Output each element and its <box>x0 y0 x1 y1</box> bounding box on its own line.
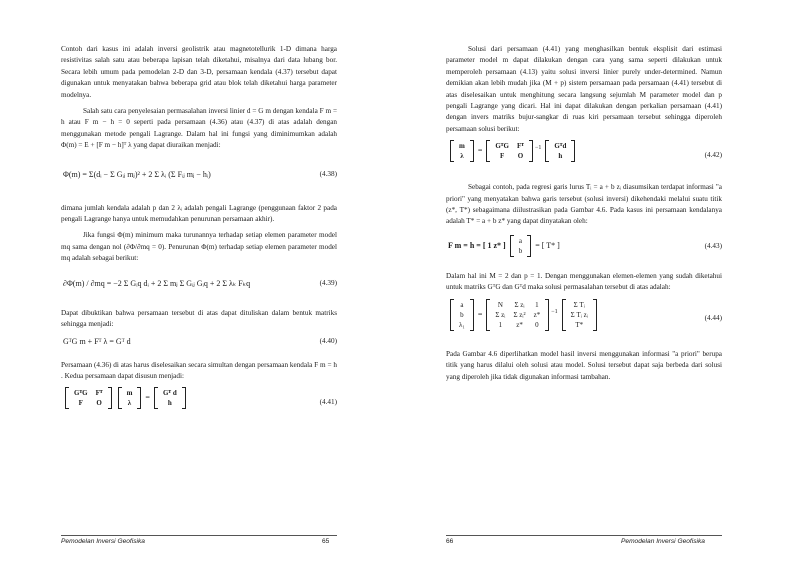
parameter-vector <box>510 235 532 257</box>
vector-cell: b <box>460 310 464 319</box>
paragraph: Dalam hal ini M = 2 dan p = 1. Dengan menggunakan elemen-elemen yang sudah diketahui untuk matriks GᵀG dan Gᵀd maka solusi permasalahan tersebut di atas adalah: <box>446 271 722 292</box>
matrix-cell: 1 <box>535 300 539 309</box>
equation-4-43: F m = h = [ 1 z* ] a b = [ T* ] (4.43) <box>448 236 722 255</box>
paragraph: dimana jumlah kendala adalah p dan 2 λᵢ adalah pengali Lagrange (penggunaan faktor 2 pada pengali Lagrange hanya untuk memudahkan penurunan persamaan akhir). <box>61 203 337 224</box>
vector-cell: h <box>167 399 172 408</box>
matrix-cell: z* <box>533 310 541 319</box>
matrix-cell: z* <box>516 320 523 329</box>
equation-number: (4.43) <box>704 241 722 250</box>
vector-cell: λ <box>460 152 464 161</box>
matrix-cell: F <box>500 152 505 161</box>
rhs-vector <box>562 299 597 331</box>
right-page <box>400 0 800 565</box>
unknown-vector <box>450 299 474 331</box>
matrix-cell: Fᵀ <box>95 389 103 398</box>
vector-cell: h <box>558 152 563 161</box>
vector-cell: λ₁ <box>459 320 465 329</box>
matrix-cell: Σ zᵢ² <box>513 310 526 319</box>
equation-lhs: Φ(m) = <box>63 169 87 179</box>
equation-body: Σ(dᵢ − Σ Gᵢⱼ mⱼ)² + 2 Σ λᵢ (Σ Fᵢⱼ mⱼ − hᵢ) <box>88 169 211 179</box>
normal-matrix <box>486 299 549 331</box>
right-page-body <box>446 44 722 388</box>
equation-number: (4.42) <box>704 151 722 160</box>
equation-number: (4.44) <box>704 313 722 322</box>
equation-number: (4.39) <box>319 278 337 287</box>
matrix-cell: 1 <box>498 320 503 329</box>
footer-rule <box>61 535 337 536</box>
rhs-vector <box>154 387 186 409</box>
equation-4-42: m λ = GᵀG Fᵀ F O $^{-1}$ Gᵀd h (4.42) <box>446 140 722 176</box>
inverse-exponent: −1 <box>551 308 558 315</box>
equation-lhs: F m = h = [ 1 z* ] <box>448 240 506 250</box>
inverse-exponent: −1 <box>534 145 542 152</box>
matrix-cell: Σ zᵢ <box>495 310 506 319</box>
matrix-cell: O <box>517 152 524 161</box>
vector-cell: b <box>518 246 523 255</box>
equation-lhs: ∂Φ(m) / ∂mq = <box>63 278 112 288</box>
rhs-vector <box>545 140 575 162</box>
left-page-body <box>61 44 337 427</box>
equation-4-40 <box>61 336 337 354</box>
unknown-vector <box>450 140 474 162</box>
equation-4-41: GᵀG Fᵀ F O m λ = Gᵀ d h (4.41) <box>61 387 337 421</box>
vector-cell: a <box>460 300 464 309</box>
paragraph: Solusi dari persamaan (4.41) yang menghasilkan bentuk eksplisit dari estimasi parameter model m dapat dilakukan dengan cara yang sama seperti dilakukan untuk memperoleh persamaan (4.13) yaitu solusi inversi linier purely under-determined. Namun demikian akan lebih mudah jika (M + p) sistem persamaan pada persamaan (4.41) tersebut di atas diselesaikan untuk menghitung secara langsung sejumlah M parameter model dan p pengali Lagrange yang dicari. Hal ini dapat dilakukan dengan perkalian persamaan (4.41) dengan invers matriks bujur-sangkar di ruas kiri persamaan tersebut sehingga diperoleh persamaan solusi berikut: <box>446 45 722 133</box>
vector-cell: Gᵀd <box>554 142 567 151</box>
vector-cell: Σ Tᵢ <box>573 300 585 309</box>
paragraph: Salah satu cara penyelesaian permasalahan inversi linier d = G m dengan kendala F m = h atau F m − h = 0 seperti pada persamaan (4.36) atau (4.37) di atas adalah dengan menggunakan metode pengali Lagrange. Dalam hal ini fungsi yang diminimumkan adalah Φ(m) = E + [F m − h]ᵀ λ yang dapat diuraikan menjadi: <box>61 107 337 150</box>
equation-number: (4.40) <box>319 336 337 345</box>
equation-number: (4.41) <box>319 398 337 407</box>
matrix-cell: Σ zᵢ <box>514 300 525 309</box>
equation-rhs: [ T* ] <box>541 240 560 250</box>
paragraph: Dapat dibuktikan bahwa persamaan tersebut di atas dapat dituliskan dalam bentuk matriks sehingga menjadi: <box>61 308 337 329</box>
footer-title: Pemodelan Inversi Geofisika <box>621 538 705 545</box>
vector-cell: Σ Tᵢ zᵢ <box>570 310 588 319</box>
unknown-vector <box>118 387 142 409</box>
equation-4-38 <box>61 157 337 197</box>
matrix-cell: 0 <box>535 320 539 329</box>
block-matrix <box>486 140 533 162</box>
matrix-cell: O <box>96 399 102 408</box>
matrix-cell: GᵀG <box>495 142 509 151</box>
paragraph: Persamaan (4.36) di atas harus diselesaikan secara simultan dengan persamaan kendala F m = h . Kedua persamaan dapat disusun menjadi: <box>61 360 337 380</box>
block-matrix <box>65 387 112 409</box>
equation-body: GᵀG m + Fᵀ λ = Gᵀ d <box>63 336 131 346</box>
matrix-cell: F <box>78 399 83 408</box>
page-number: 65 <box>322 538 330 545</box>
equation-body: −2 Σ Gᵢq dᵢ + 2 Σ mⱼ Σ Gᵢⱼ Gᵢq + 2 Σ λₖ Fₖq <box>113 278 251 288</box>
matrix-cell: N <box>497 300 503 309</box>
paragraph: Jika fungsi Φ(m) minimum maka turunannya terhadap setiap elemen parameter model mq sama dengan nol (∂Φ/∂mq = 0). Penurunan Φ(m) terhadap setiap elemen parameter model mq adalah sebagai berikut: <box>61 231 337 263</box>
equation-number: (4.38) <box>319 169 337 178</box>
paragraph: Pada Gambar 4.6 diperlihatkan model hasil inversi menggunakan informasi "a priori" berupa titik yang harus dilalui oleh solusi atau model. Solusi tersebut dapat saja berbeda dari solusi yang diperoleh jika tidak digunakan informasi tambahan. <box>446 349 722 381</box>
footer-rule <box>446 535 722 536</box>
vector-cell: T* <box>575 320 584 329</box>
vector-cell: Gᵀ d <box>162 389 177 398</box>
page-number: 66 <box>446 538 454 545</box>
matrix-cell: Fᵀ <box>516 142 524 151</box>
vector-cell: m <box>126 389 133 398</box>
vector-cell: a <box>518 236 522 245</box>
paragraph: Contoh dari kasus ini adalah inversi geolistrik atau magnetotellurik 1-D dimana harga resistivitas salah satu atau beberapa lapisan telah diketahui, misalnya dari data lubang bor. Secara lebih umum pada pemodelan 2-D dan 3-D, persamaan kendala (4.37) tersebut dapat digunakan untuk menyatakan bahwa beberapa grid atau blok telah diketahui harga parameter modelnya. <box>61 45 337 99</box>
footer-title: Pemodelan Inversi Geofisika <box>61 538 145 545</box>
paragraph: Sebagai contoh, pada regresi garis lurus Tᵢ = a + b zᵢ diasumsikan terdapat informasi "a priori" yang menyatakan bahwa garis tersebut (solusi inversi) dikehendaki melalui suatu titik (z*, T*) sebagaimana diilustrasikan pada Gambar 4.6. Pada kasus ini persamaan kendalanya adalah T* = a + b z* yang dapat dinyatakan oleh: <box>446 183 722 226</box>
vector-cell: λ <box>127 399 132 408</box>
equation-4-44: a b λ₁ = N Σ zᵢ 1 Σ zᵢ Σ zᵢ² z* 1 z* 0 $^{-1}$ Σ Tᵢ Σ Tᵢ zᵢ T* (4.44) <box>446 299 722 343</box>
vector-cell: m <box>459 142 465 151</box>
matrix-cell: GᵀG <box>74 389 88 398</box>
equation-4-39 <box>61 270 337 302</box>
